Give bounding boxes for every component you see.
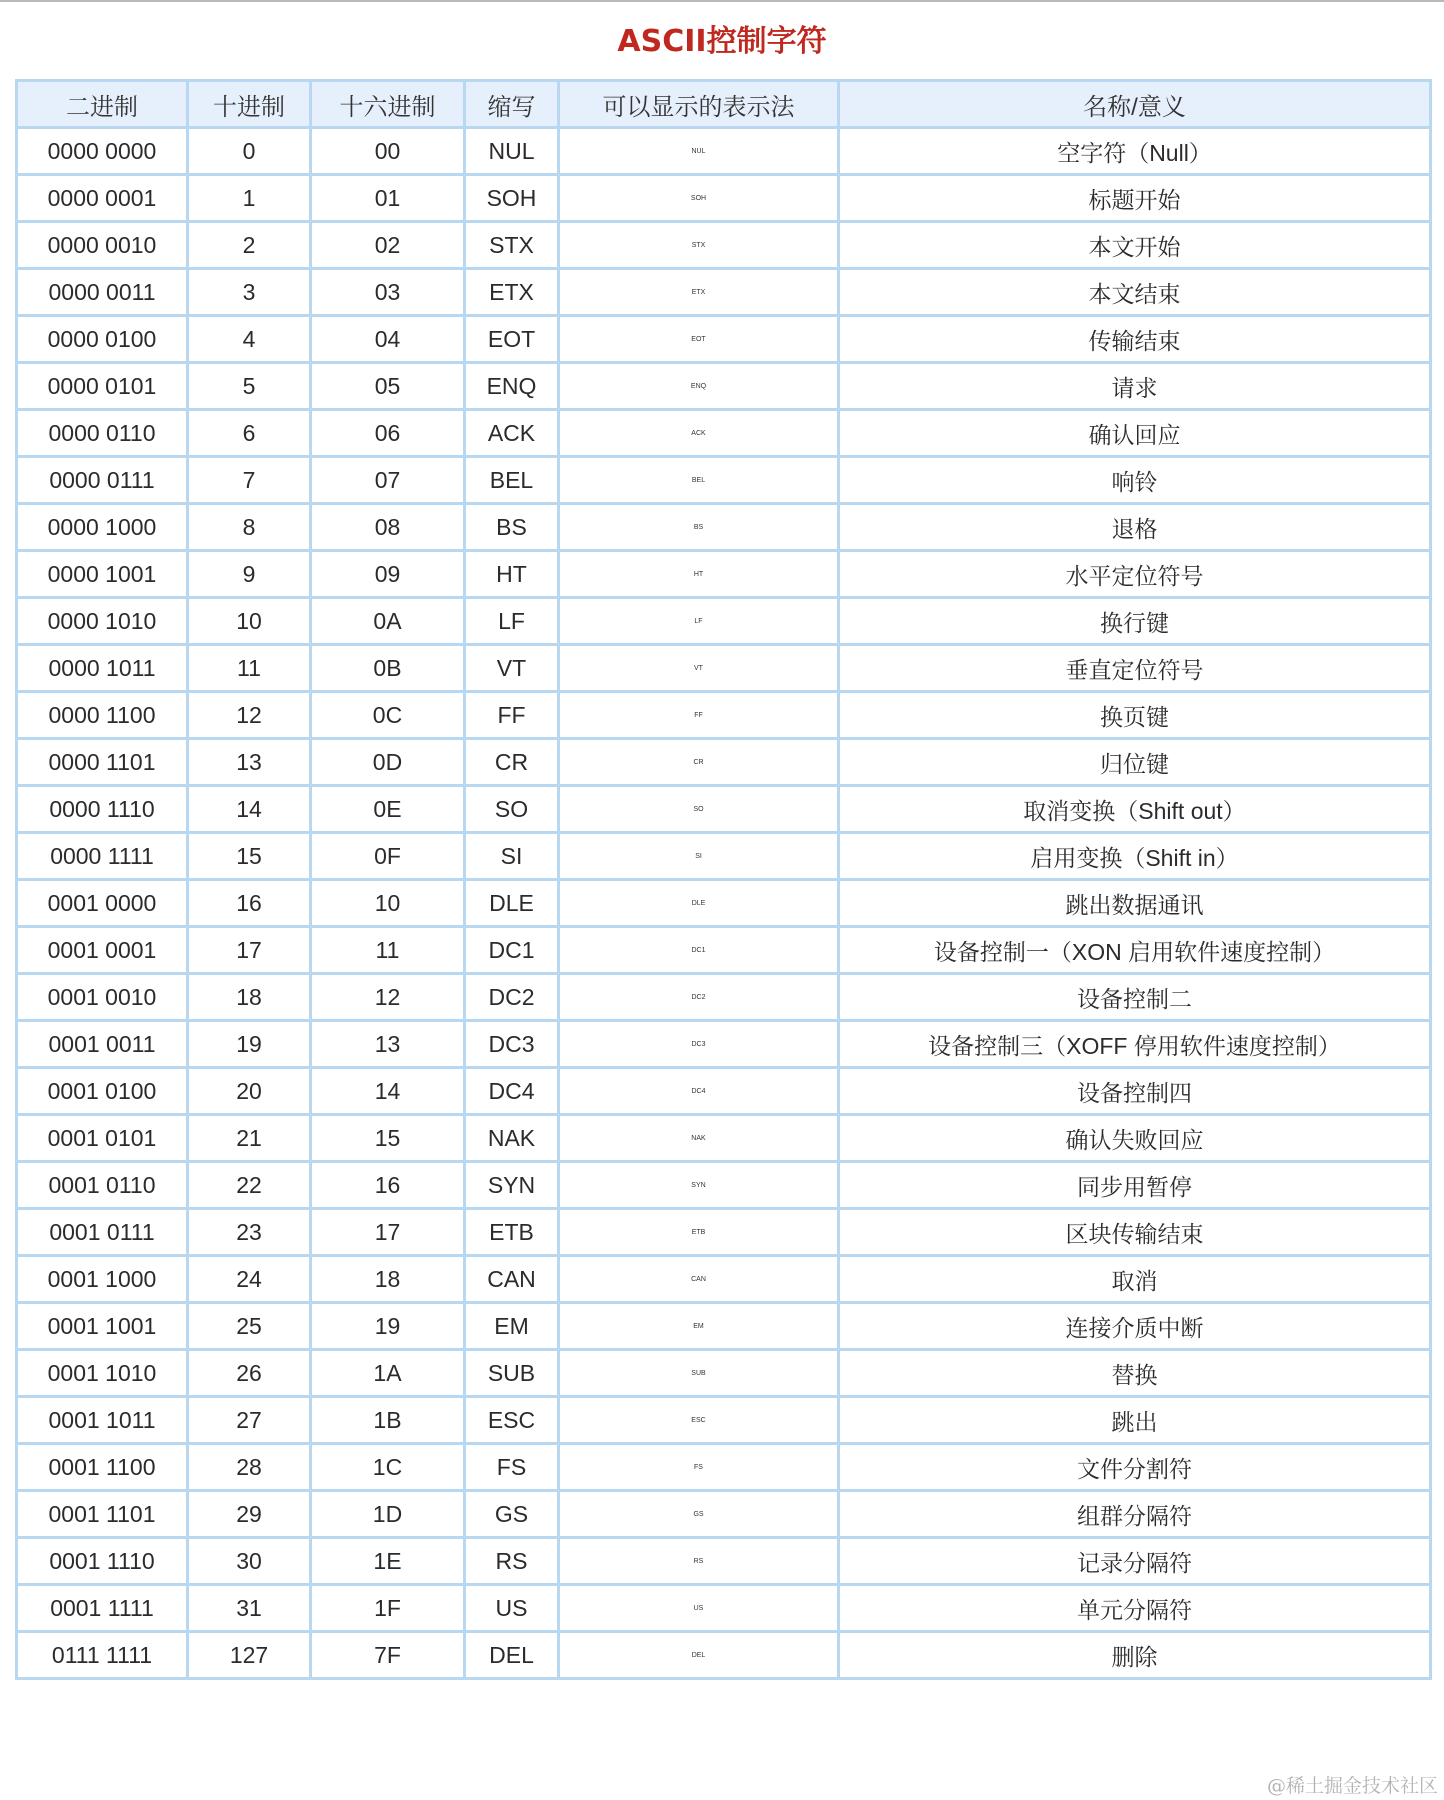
meaning-cell: 记录分隔符 — [839, 1538, 1431, 1585]
table-row — [17, 880, 1431, 927]
binary-cell: 0001 1010 — [17, 1350, 188, 1397]
decimal-cell: 9 — [188, 551, 311, 598]
table-row — [17, 927, 1431, 974]
abbr-cell: US — [465, 1585, 559, 1632]
abbr-cell: FF — [465, 692, 559, 739]
hex-cell: 1C — [311, 1444, 465, 1491]
decimal-cell: 18 — [188, 974, 311, 1021]
meaning-cell: 连接介质中断 — [839, 1303, 1431, 1350]
display-glyph-cell: SI — [559, 833, 839, 880]
hex-cell: 0D — [311, 739, 465, 786]
decimal-cell: 21 — [188, 1115, 311, 1162]
display-glyph-cell: FS — [559, 1444, 839, 1491]
hex-cell: 11 — [311, 927, 465, 974]
abbr-cell: EOT — [465, 316, 559, 363]
table-row — [17, 1303, 1431, 1350]
table-header-row — [17, 81, 1431, 128]
meaning-cell: 组群分隔符 — [839, 1491, 1431, 1538]
display-glyph-cell: CAN — [559, 1256, 839, 1303]
hex-cell: 16 — [311, 1162, 465, 1209]
binary-cell: 0000 0111 — [17, 457, 188, 504]
hex-cell: 0A — [311, 598, 465, 645]
decimal-cell: 6 — [188, 410, 311, 457]
hex-cell: 13 — [311, 1021, 465, 1068]
abbr-cell: HT — [465, 551, 559, 598]
binary-cell: 0000 1101 — [17, 739, 188, 786]
table-row — [17, 128, 1431, 175]
decimal-cell: 12 — [188, 692, 311, 739]
binary-cell: 0000 1110 — [17, 786, 188, 833]
abbr-cell: DC3 — [465, 1021, 559, 1068]
meaning-cell: 本文结束 — [839, 269, 1431, 316]
meaning-cell: 水平定位符号 — [839, 551, 1431, 598]
table-row — [17, 1585, 1431, 1632]
hex-cell: 03 — [311, 269, 465, 316]
abbr-cell: NUL — [465, 128, 559, 175]
table-row — [17, 598, 1431, 645]
decimal-cell: 24 — [188, 1256, 311, 1303]
hex-cell: 02 — [311, 222, 465, 269]
binary-cell: 0000 0010 — [17, 222, 188, 269]
ascii-control-table — [15, 79, 1432, 1680]
binary-cell: 0000 0100 — [17, 316, 188, 363]
header-col-display: 可以显示的表示法 — [559, 81, 839, 128]
display-glyph-cell: LF — [559, 598, 839, 645]
header-col-abbr: 缩写 — [465, 81, 559, 128]
decimal-cell: 5 — [188, 363, 311, 410]
display-glyph-cell: RS — [559, 1538, 839, 1585]
table-row — [17, 1491, 1431, 1538]
header-col-binary: 二进制 — [17, 81, 188, 128]
abbr-cell: EM — [465, 1303, 559, 1350]
binary-cell: 0001 0001 — [17, 927, 188, 974]
abbr-cell: NAK — [465, 1115, 559, 1162]
table-row — [17, 504, 1431, 551]
decimal-cell: 3 — [188, 269, 311, 316]
table-row — [17, 1397, 1431, 1444]
meaning-cell: 替换 — [839, 1350, 1431, 1397]
decimal-cell: 22 — [188, 1162, 311, 1209]
display-glyph-cell: GS — [559, 1491, 839, 1538]
meaning-cell: 设备控制一（XON 启用软件速度控制） — [839, 927, 1431, 974]
hex-cell: 01 — [311, 175, 465, 222]
decimal-cell: 15 — [188, 833, 311, 880]
hex-cell: 12 — [311, 974, 465, 1021]
meaning-cell: 取消 — [839, 1256, 1431, 1303]
hex-cell: 05 — [311, 363, 465, 410]
hex-cell: 1F — [311, 1585, 465, 1632]
decimal-cell: 127 — [188, 1632, 311, 1679]
display-glyph-cell: BS — [559, 504, 839, 551]
table-row — [17, 551, 1431, 598]
meaning-cell: 请求 — [839, 363, 1431, 410]
hex-cell: 1A — [311, 1350, 465, 1397]
binary-cell: 0000 0001 — [17, 175, 188, 222]
meaning-cell: 区块传输结束 — [839, 1209, 1431, 1256]
header-col-hex: 十六进制 — [311, 81, 465, 128]
display-glyph-cell: ENQ — [559, 363, 839, 410]
meaning-cell: 传输结束 — [839, 316, 1431, 363]
table-row — [17, 316, 1431, 363]
display-glyph-cell: BEL — [559, 457, 839, 504]
decimal-cell: 28 — [188, 1444, 311, 1491]
watermark: @稀土掘金技术社区 — [1266, 1775, 1438, 1797]
hex-cell: 09 — [311, 551, 465, 598]
table-row — [17, 1115, 1431, 1162]
meaning-cell: 跳出数据通讯 — [839, 880, 1431, 927]
meaning-cell: 换页键 — [839, 692, 1431, 739]
header-col-decimal: 十进制 — [188, 81, 311, 128]
binary-cell: 0001 1000 — [17, 1256, 188, 1303]
decimal-cell: 11 — [188, 645, 311, 692]
binary-cell: 0000 1001 — [17, 551, 188, 598]
binary-cell: 0000 1000 — [17, 504, 188, 551]
decimal-cell: 10 — [188, 598, 311, 645]
decimal-cell: 17 — [188, 927, 311, 974]
abbr-cell: DC1 — [465, 927, 559, 974]
header-col-meaning: 名称/意义 — [839, 81, 1431, 128]
binary-cell: 0000 0000 — [17, 128, 188, 175]
abbr-cell: ETB — [465, 1209, 559, 1256]
decimal-cell: 16 — [188, 880, 311, 927]
meaning-cell: 响铃 — [839, 457, 1431, 504]
table-row — [17, 1021, 1431, 1068]
display-glyph-cell: DC4 — [559, 1068, 839, 1115]
display-glyph-cell: EM — [559, 1303, 839, 1350]
meaning-cell: 删除 — [839, 1632, 1431, 1679]
display-glyph-cell: EOT — [559, 316, 839, 363]
meaning-cell: 单元分隔符 — [839, 1585, 1431, 1632]
hex-cell: 7F — [311, 1632, 465, 1679]
hex-cell: 0F — [311, 833, 465, 880]
display-glyph-cell: US — [559, 1585, 839, 1632]
display-glyph-cell: CR — [559, 739, 839, 786]
meaning-cell: 取消变换（Shift out） — [839, 786, 1431, 833]
display-glyph-cell: STX — [559, 222, 839, 269]
binary-cell: 0001 0101 — [17, 1115, 188, 1162]
hex-cell: 1E — [311, 1538, 465, 1585]
table-row — [17, 222, 1431, 269]
binary-cell: 0001 1100 — [17, 1444, 188, 1491]
meaning-cell: 标题开始 — [839, 175, 1431, 222]
abbr-cell: BEL — [465, 457, 559, 504]
table-row — [17, 786, 1431, 833]
abbr-cell: STX — [465, 222, 559, 269]
abbr-cell: RS — [465, 1538, 559, 1585]
table-row — [17, 1538, 1431, 1585]
binary-cell: 0000 1010 — [17, 598, 188, 645]
binary-cell: 0001 0100 — [17, 1068, 188, 1115]
decimal-cell: 1 — [188, 175, 311, 222]
abbr-cell: ETX — [465, 269, 559, 316]
table-row — [17, 692, 1431, 739]
meaning-cell: 文件分割符 — [839, 1444, 1431, 1491]
decimal-cell: 14 — [188, 786, 311, 833]
decimal-cell: 27 — [188, 1397, 311, 1444]
abbr-cell: ENQ — [465, 363, 559, 410]
table-row — [17, 833, 1431, 880]
binary-cell: 0000 0110 — [17, 410, 188, 457]
meaning-cell: 设备控制二 — [839, 974, 1431, 1021]
abbr-cell: SOH — [465, 175, 559, 222]
binary-cell: 0001 0000 — [17, 880, 188, 927]
abbr-cell: ESC — [465, 1397, 559, 1444]
table-row — [17, 974, 1431, 1021]
meaning-cell: 启用变换（Shift in） — [839, 833, 1431, 880]
display-glyph-cell: DC2 — [559, 974, 839, 1021]
abbr-cell: LF — [465, 598, 559, 645]
hex-cell: 0C — [311, 692, 465, 739]
meaning-cell: 设备控制四 — [839, 1068, 1431, 1115]
hex-cell: 06 — [311, 410, 465, 457]
display-glyph-cell: VT — [559, 645, 839, 692]
top-divider — [0, 0, 1444, 2]
display-glyph-cell: HT — [559, 551, 839, 598]
meaning-cell: 同步用暂停 — [839, 1162, 1431, 1209]
abbr-cell: DLE — [465, 880, 559, 927]
display-glyph-cell: DLE — [559, 880, 839, 927]
abbr-cell: SI — [465, 833, 559, 880]
decimal-cell: 2 — [188, 222, 311, 269]
display-glyph-cell: DC1 — [559, 927, 839, 974]
hex-cell: 18 — [311, 1256, 465, 1303]
abbr-cell: SO — [465, 786, 559, 833]
table-row — [17, 363, 1431, 410]
binary-cell: 0001 1111 — [17, 1585, 188, 1632]
binary-cell: 0000 1100 — [17, 692, 188, 739]
abbr-cell: DEL — [465, 1632, 559, 1679]
display-glyph-cell: NAK — [559, 1115, 839, 1162]
meaning-cell: 设备控制三（XOFF 停用软件速度控制） — [839, 1021, 1431, 1068]
meaning-cell: 跳出 — [839, 1397, 1431, 1444]
abbr-cell: FS — [465, 1444, 559, 1491]
decimal-cell: 13 — [188, 739, 311, 786]
hex-cell: 0E — [311, 786, 465, 833]
abbr-cell: CR — [465, 739, 559, 786]
meaning-cell: 归位键 — [839, 739, 1431, 786]
abbr-cell: DC2 — [465, 974, 559, 1021]
decimal-cell: 7 — [188, 457, 311, 504]
table-row — [17, 1632, 1431, 1679]
binary-cell: 0000 1111 — [17, 833, 188, 880]
page-title: ASCII控制字符 — [617, 24, 827, 59]
hex-cell: 0B — [311, 645, 465, 692]
display-glyph-cell: ETB — [559, 1209, 839, 1256]
binary-cell: 0001 0111 — [17, 1209, 188, 1256]
decimal-cell: 19 — [188, 1021, 311, 1068]
table-row — [17, 410, 1431, 457]
display-glyph-cell: DEL — [559, 1632, 839, 1679]
hex-cell: 04 — [311, 316, 465, 363]
hex-cell: 1D — [311, 1491, 465, 1538]
decimal-cell: 8 — [188, 504, 311, 551]
table-row — [17, 1068, 1431, 1115]
meaning-cell: 垂直定位符号 — [839, 645, 1431, 692]
hex-cell: 14 — [311, 1068, 465, 1115]
display-glyph-cell: SUB — [559, 1350, 839, 1397]
display-glyph-cell: ESC — [559, 1397, 839, 1444]
decimal-cell: 30 — [188, 1538, 311, 1585]
table-row — [17, 1162, 1431, 1209]
hex-cell: 08 — [311, 504, 465, 551]
display-glyph-cell: NUL — [559, 128, 839, 175]
table-row — [17, 645, 1431, 692]
binary-cell: 0001 1001 — [17, 1303, 188, 1350]
meaning-cell: 确认回应 — [839, 410, 1431, 457]
binary-cell: 0001 0010 — [17, 974, 188, 1021]
display-glyph-cell: SO — [559, 786, 839, 833]
binary-cell: 0001 1110 — [17, 1538, 188, 1585]
display-glyph-cell: SYN — [559, 1162, 839, 1209]
hex-cell: 07 — [311, 457, 465, 504]
meaning-cell: 空字符（Null） — [839, 128, 1431, 175]
binary-cell: 0000 1011 — [17, 645, 188, 692]
table-row — [17, 175, 1431, 222]
binary-cell: 0111 1111 — [17, 1632, 188, 1679]
abbr-cell: BS — [465, 504, 559, 551]
binary-cell: 0000 0011 — [17, 269, 188, 316]
abbr-cell: DC4 — [465, 1068, 559, 1115]
meaning-cell: 退格 — [839, 504, 1431, 551]
decimal-cell: 20 — [188, 1068, 311, 1115]
table-row — [17, 1256, 1431, 1303]
hex-cell: 00 — [311, 128, 465, 175]
binary-cell: 0000 0101 — [17, 363, 188, 410]
table-row — [17, 739, 1431, 786]
table-row — [17, 1209, 1431, 1256]
hex-cell: 17 — [311, 1209, 465, 1256]
table-row — [17, 269, 1431, 316]
display-glyph-cell: ACK — [559, 410, 839, 457]
binary-cell: 0001 1101 — [17, 1491, 188, 1538]
abbr-cell: VT — [465, 645, 559, 692]
decimal-cell: 25 — [188, 1303, 311, 1350]
table-row — [17, 1444, 1431, 1491]
meaning-cell: 确认失败回应 — [839, 1115, 1431, 1162]
abbr-cell: SUB — [465, 1350, 559, 1397]
decimal-cell: 23 — [188, 1209, 311, 1256]
table-body — [17, 128, 1431, 1679]
table-row — [17, 457, 1431, 504]
meaning-cell: 本文开始 — [839, 222, 1431, 269]
display-glyph-cell: DC3 — [559, 1021, 839, 1068]
hex-cell: 15 — [311, 1115, 465, 1162]
decimal-cell: 4 — [188, 316, 311, 363]
binary-cell: 0001 0011 — [17, 1021, 188, 1068]
decimal-cell: 0 — [188, 128, 311, 175]
binary-cell: 0001 1011 — [17, 1397, 188, 1444]
meaning-cell: 换行键 — [839, 598, 1431, 645]
abbr-cell: CAN — [465, 1256, 559, 1303]
hex-cell: 19 — [311, 1303, 465, 1350]
hex-cell: 10 — [311, 880, 465, 927]
decimal-cell: 31 — [188, 1585, 311, 1632]
abbr-cell: ACK — [465, 410, 559, 457]
display-glyph-cell: SOH — [559, 175, 839, 222]
binary-cell: 0001 0110 — [17, 1162, 188, 1209]
abbr-cell: GS — [465, 1491, 559, 1538]
display-glyph-cell: ETX — [559, 269, 839, 316]
display-glyph-cell: FF — [559, 692, 839, 739]
abbr-cell: SYN — [465, 1162, 559, 1209]
decimal-cell: 29 — [188, 1491, 311, 1538]
table-row — [17, 1350, 1431, 1397]
hex-cell: 1B — [311, 1397, 465, 1444]
decimal-cell: 26 — [188, 1350, 311, 1397]
